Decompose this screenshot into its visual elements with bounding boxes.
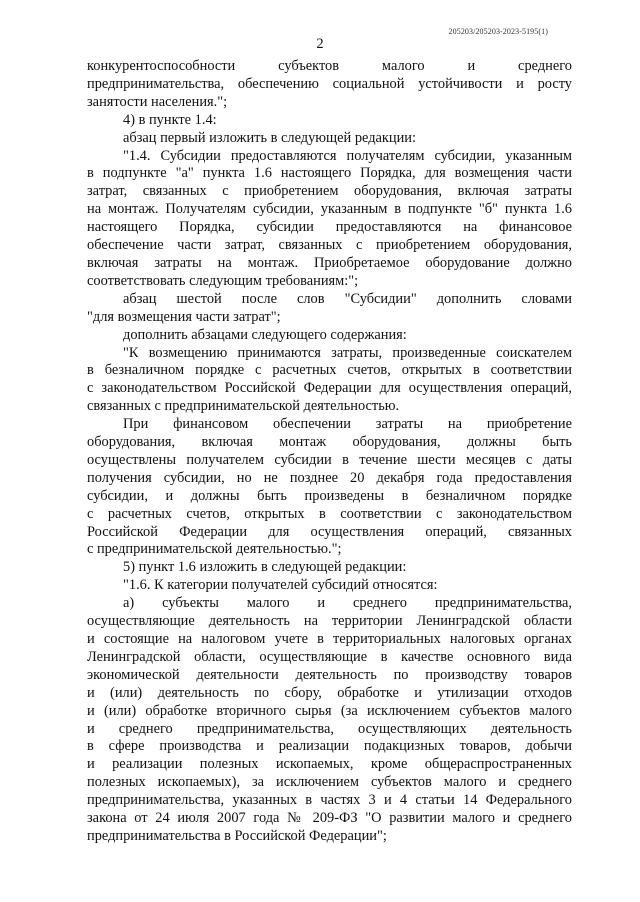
text-line: субсидии, и должны быть произведены в безналичном порядке [87,487,572,504]
text-line: и состоящие на налоговом учете в территориальных налоговых органах [87,631,572,647]
text-line: включая затраты на монтаж. Приобретаемое оборудование должно [87,254,572,271]
text-line: а) субъекты малого и среднего предпринимательства, [123,595,572,612]
page-number: 2 [316,36,324,52]
text-line: "1.6. К категории получателей субсидий относятся: [123,577,438,594]
text-line: экономической деятельности деятельность по производству товаров [87,666,572,683]
paragraph [87,345,572,417]
paragraph [87,112,572,130]
text-line: осуществлены получателем субсидии в течение шести месяцев с даты [87,451,572,468]
text-line: и (или) деятельность по сбору, обработке и утилизации отходов [87,684,572,701]
text-line: в сфере производства и реализации подакцизных товаров, добычи [87,738,572,755]
paragraph [87,577,572,595]
text-line: получения субсидии, но не позднее 20 декабря года предоставления [87,469,572,486]
paragraph [87,130,572,148]
text-line: в безналичном порядке с расчетных счетов, открытых в соответствии [87,362,572,379]
text-line: абзац первый изложить в следующей редакции: [123,129,417,146]
text-line: и среднего предпринимательства, осуществляющих деятельность [87,720,572,737]
text-line: соответствовать следующим требованиям:"; [87,272,359,289]
text-line: "К возмещению принимаются затраты, произведенные соискателем [123,344,572,361]
text-line: занятости населения."; [87,93,228,110]
text-line: Ленинградской области, осуществляющие в качестве основного вида [87,648,572,665]
text-line: настоящего Порядка, субсидии предоставляются на финансовое [87,219,572,236]
text-line: полезных ископаемых), за исключением субъектов малого и среднего [87,774,572,791]
text-line: с предпринимательской деятельностью."; [87,541,342,558]
text-line: и (или) обработке вторичного сырья (за исключением субъектов малого [87,702,572,719]
text-line: предпринимательства в Российской Федерации"; [87,827,387,844]
text-line: При финансовом обеспечении затраты на приобретение [123,416,572,433]
text-line: с расчетных счетов, открытых в соответствии с законодательством [87,505,572,522]
paragraph [87,559,572,577]
paragraph [87,327,572,345]
text-line: дополнить абзацами следующего содержания: [123,326,407,343]
paragraph [87,595,572,846]
text-line: 4) в пункте 1.4: [123,111,217,128]
document-id: 205203/205203-2023-5195(1) [448,27,548,36]
text-line: предпринимательства, обеспечению социальной устойчивости и росту [87,75,572,92]
text-line: обеспечение части затрат, связанных с приобретением оборудования, [87,237,572,254]
text-line: Российской Федерации для осуществления операций, связанных [87,523,572,540]
paragraph [87,58,572,112]
text-line: закона от 24 июля 2007 года № 209-ФЗ "О развитии малого и среднего [87,810,572,827]
text-line: 5) пункт 1.6 изложить в следующей редакции: [123,559,407,576]
text-line: конкурентоспособности субъектов малого и среднего [87,58,572,74]
text-line: с законодательством Российской Федерации для осуществления операций, [87,380,572,397]
text-line: "1.4. Субсидии предоставляются получателям субсидии, указанным [123,147,572,164]
text-line: в подпункте "а" пункта 1.6 настоящего Порядка, для возмещения части [87,165,572,182]
paragraph [87,291,572,327]
text-line: предпринимательства, указанных в частях 3 и 4 статьи 14 Федерального [87,792,572,809]
text-line: затрат, связанных с приобретением оборудования, включая затраты [87,183,572,200]
text-line: оборудования, включая монтаж оборудования, должны быть [87,434,572,451]
text-line: "для возмещения части затрат"; [87,308,281,325]
paragraph [87,148,572,291]
text-line: абзац шестой после слов "Субсидии" дополнить словами [123,290,572,307]
text-line: осуществляющие деятельность на территории Ленинградской области [87,613,572,630]
text-line: на монтаж. Получателям субсидии, указанным в подпункте "б" пункта 1.6 [87,201,572,218]
paragraph [87,416,572,559]
text-line: связанных с предпринимательской деятельностью. [87,398,400,415]
document-body [87,58,572,846]
text-line: и реализации полезных ископаемых, кроме общераспространенных [87,756,572,773]
